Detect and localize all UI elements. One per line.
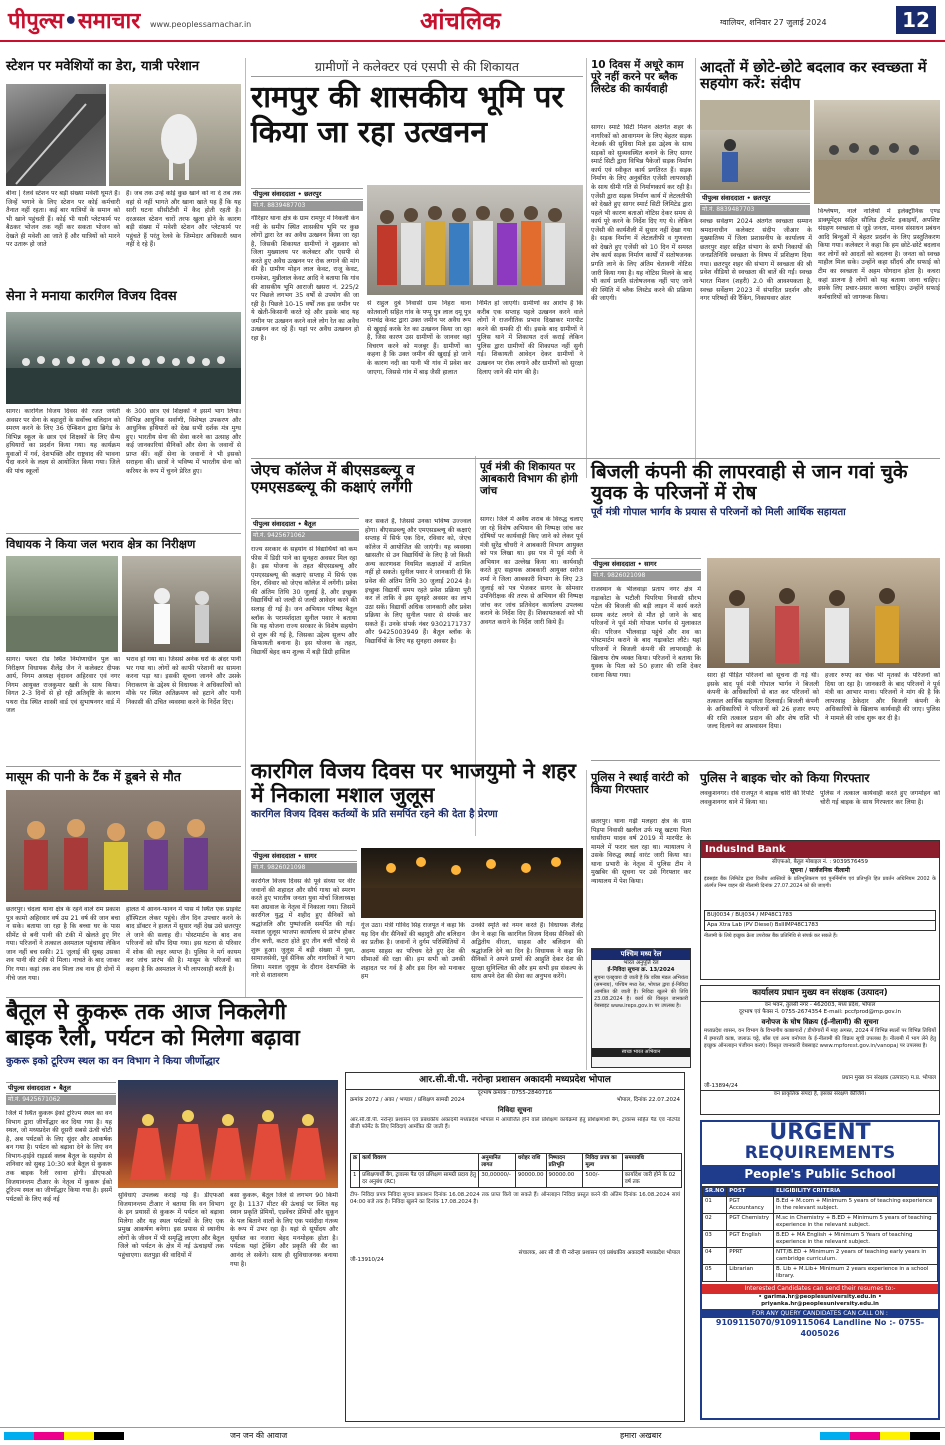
ad-subtitle: भारत अनुपूर्ति रेल bbox=[623, 960, 659, 967]
ad-notice: ई-निविदा सूचना क्र. 13/2024 bbox=[607, 967, 675, 974]
ad-footer: वन प्राकृतिक संपदा है, इसका संरक्षण कीजिये। bbox=[701, 1090, 939, 1098]
headline: कारगिल विजय दिवस पर भाजयुमो ने शहर में निकाला मशाल जुलूस bbox=[251, 759, 577, 807]
ad-row-1: BUJ0034 / BUJ034 / MP48C1783 bbox=[705, 910, 936, 920]
photo-mourning bbox=[6, 790, 241, 902]
story-kargil-sagar bbox=[6, 290, 241, 530]
ad-note: टीप- निविदा प्रपत्र निविदा सूचना प्रकाशन दिनांक 16.08.2024 तक प्राप्त किये जा सकते हैं। ऑनलाइन निविदा प्रस्तुत करने की अंतिम दिनांक 16.08.2024 सायं 04:00 बजे तक है। निविदा खुलने का दिनांक 17.08.2024 है। bbox=[350, 1192, 680, 1206]
col2: हैं। जब तक उन्हें कोई कुछ खाने को ना दे तब तक वहां से नहीं भागते और खाना खाते यह हैं कि यह सारी घटना सीसीटीवी में कैद होती रहती है। दरअसल स्टेशन चारों तरफ खुला होने के कारण बड़ी संख्या में मवेशी स्टेशन और प्लेटफार्म पर पहुंचते हैं परंतु रेलवे के जिम्मेदार अधिकारी ध्यान नहीं दे रहे हैं। bbox=[126, 190, 241, 249]
ad-indusind[interactable] bbox=[700, 840, 940, 980]
ad-ref: जी-13894/24 bbox=[704, 1082, 738, 1089]
body: सागर। जिले में अवैध शराब के विरुद्ध चलाए जा रहे विशेष अभियान की निष्पक्ष जांच कर दोषियों पर कार्यवाही किए जाने को लेकर पूर्व मंत्री सुरेंद्र चौधरी ने आबकारी विभाग आयुक्त को पत्र लिखा था। इस पत्र में पूर्व मंत्री ने अभियान का उल्लेख किया था। कार्यवाही करते हुए सहायक आबकारी आयुक्त सरोज शर्मा ने जिला आबकारी विभाग के लिए 23 जुलाई को पत्र भेजकर सागर के सोमवार उपनिरीक्षक की तरफ से अभियान की निष्पक्ष जांच कर जांच प्रतिवेदन कार्यालय उपलब्ध कराने के निर्देश दिए हैं। शिकायतकर्ता को भी अवगत कराने के निर्देश जारी किये हैं। bbox=[480, 516, 583, 626]
ad-title: पश्चिम मध्य रेल bbox=[592, 949, 690, 960]
byline: पीपुल्स संवाददाता • छतरपुर मो.नं. 8839487703 bbox=[700, 192, 810, 215]
logo-left: पीपुल्स bbox=[8, 9, 64, 34]
byline-name: पीपुल्स संवाददाता bbox=[253, 852, 296, 860]
academy-col-header: अनुमानित लागत bbox=[479, 1154, 515, 1171]
ad-title: सूचना / सार्वजनिक नीलामी bbox=[790, 867, 850, 875]
table-row bbox=[703, 1265, 938, 1282]
ad-foot-3: FOR ANY QUERY CANDIDATES CAN CALL ON : bbox=[702, 1309, 938, 1319]
ad-ref: क्रमांक 2072 / अका / भण्डार / प्रशिक्षण सामग्री 2024 bbox=[350, 1096, 465, 1103]
urgent-col-header: ELIGIBILITY CRITERIA bbox=[773, 1187, 937, 1197]
urgent-cell: PGT Accountancy bbox=[727, 1197, 774, 1214]
table-row bbox=[703, 1197, 938, 1214]
ad-bank: IndusInd Bank bbox=[701, 841, 939, 858]
photo-inspection bbox=[122, 556, 241, 652]
col3: निर्मित हो जाएगी। ग्रामीणों का आरोप है कि करीब एक सप्ताह पहले उत्खनन करने वाले लोगों ने राजनीतिक प्रभाव दिखाकर मारपीट करने की धमकी दी थी। इसके बाद ग्रामीणों ने पुलिस थाने में शिकायत दर्ज कराई लेकिन पुलिस द्वारा ग्रामीणों की शिकायत नहीं सुनी गई। शिकायती आवेदन देकर ग्रामीणों ने उत्खनन पर रोक लगाने और ग्रामीणों को सुरक्षा दिलाए जाने की मांग की है। bbox=[477, 300, 583, 376]
col1: लवकुशनगर। रवि राजपूत ने बाइक चोरी की रिपोर्ट लवकुशनगर थाने में किया था। bbox=[700, 790, 814, 806]
ad-title: आर.सी.वी.पी. नरोन्हा प्रशासन अकादमी मध्यप्रदेश भोपाल bbox=[346, 1073, 684, 1090]
col2: से राहुल दुबे निवासी ग्राम निहरा थाना कोतवाली सहित गांव के पप्पू पुत्र लाल दमू पुत्र रामचंद्र केवट द्वारा उक्त जमीन पर अवैध रूप से खुदाई करके रेत का उत्खनन किया जा रहा है, जिस कारण उस ग्रामीणों के जानवर वहां विचरण करने को मजबूर हैं। ग्रामीणों का कहना है कि उक्त जमीन की खुदाई हो जाने के कारण नदी का पानी भी गांव में प्रवेश कर जाएगा, जिससे गांव में बाढ़ जैसी हालात bbox=[367, 300, 471, 376]
table-row bbox=[703, 1231, 938, 1248]
body: सागर। स्मार्ट सिटी मिशन अंतर्गत शहर के नागरिकों को आवागमन के लिए बेहतर सड़क नेटवर्क की सुविधा मिले इस उद्देश्य के साथ सड़कों को सुव्यवस्थित बनाने के लिए सागर स्मार्ट सिटी द्वारा विभिन्न पैकेजों सड़क निर्माण कार्य एवं स्वीकृत कार्य प्रगतिरत हैं। सड़क निर्माण के लिए अनुबंधित एजेंसी लापरवाही के साथ धीमी गति से निर्माणकार्य कर रही है। एजेंसी द्वारा सड़क निर्माण कार्य में लेटलतीफी को देखते हुए सागर स्मार्ट सिटी लिमिटेड द्वारा पहले भी कारण बताओ नोटिस देकर समय से कार्य पूरे करने के निर्देश दिए गए थे। लेकिन एजेंसी की कार्यशैली में सुधार नहीं देखा गया है। सड़क निर्माण में लेटलतीफी व गुणवत्ता को देखते हुए एजेंसी को 10 दिन में समस्त शेष कार्य सड़क निर्माण कार्यों में सतोषजनक प्रगति लाने के लिए अंतिम चेतावनी नोटिस जारी किया गया है। यह नोटिस मिलने के बाद भी कार्य प्रगति संतोषजनक नहीं पाए जाने की स्थिति में ब्लैक लिस्टेड करने की प्रक्रिया की जाएगी। bbox=[591, 124, 692, 303]
col2: भराव हो गया था। जिससे अनेक घरों के अंदर पानी भर गया था। लोगों को काफी परेशानी का सामना करना पड़ा था। इसकी सूचना जानने और उसके निराकरण के उद्देश्य से विधायक ने अधिकारियों को मौके पर स्थित अतिक्रमण को हटाने और पानी निकासी की उचित व्यवस्था करने के निर्देश दिए। bbox=[126, 656, 241, 706]
academy-cell: प्रशिक्षणार्थी बैग, ट्रावल्स पैड एवं प्रशिक्षण सामग्री प्रदाय हेतु दर अनुबंध (RC) bbox=[360, 1171, 479, 1188]
photo-meeting-1 bbox=[700, 100, 810, 190]
urgent-cell: NTT/B.ED + Minimum 2 years of teaching early years in cambridge curriculum. bbox=[773, 1248, 937, 1265]
academy-cell: 30,00000/- bbox=[479, 1171, 515, 1188]
col3: हजार रुपए का चेक भी मृतकों के परिजनों को दिया जा रहा है। जानकारी के बाद परिजनों ने पूर्व मंत्री का आभार माना। परिजनों ने मांग की है कि लापरवाह ठेकेदार और बिजली कंपनी के अधिकारियों के खिलाफ कार्यवाही की जाए। पुलिस ने मामले की जांच शुरू कर दी है। bbox=[825, 672, 940, 722]
headline: मासूम की पानी के टैंक में डूबने से मौत bbox=[6, 769, 181, 784]
ad-title-2: REQUIREMENTS bbox=[744, 1143, 896, 1163]
urgent-cell: Librarian bbox=[727, 1265, 774, 1282]
urgent-cell: B.Ed + M.com + Minimum 5 years of teaching experience in the relevant subject. bbox=[773, 1197, 937, 1214]
col1: कारगिल विजय दिवस की पूर्व संध्या पर वीर जवानों की शहादत और सौर्य गाथा को स्मरण करते हुए भारतीय जनता युवा मोर्चा जिलाध्यक्ष यश अग्रवाल के नेतृत्व में निकाला गया। जिसमें कारगिल युद्ध में शहीद हुए सैनिकों को श्रद्धांजलि और पुष्पांजलि समर्पित की गई। मशाल जुलूस भाजपा कार्यालय से प्रारंभ होकर तीन बत्ती, कटरा होते हुए तीन बत्ती चौराहे से शुरू हुआ। जुलूस में बड़ी संख्या में युवा, सामाजसेवी, पूर्व सैनिक और नागरिकों ने भाग लिया। मशाल जुलूस के दौरान देशभक्ति के नारे से वातावरण bbox=[251, 878, 355, 980]
col1: सागर। पथरा रोड स्थित निर्माणाधीन पुल का निरीक्षण विधायक शैलेंद्र जैन ने कलेक्टर दीपक आर्य, निगम अध्यक्ष वृंदावन अहिरवार एवं नगर निगम आयुक्त राजकुमार खत्री के साथ किया। विगत 2-3 दिनों से हो रही अतिवृष्टि के कारण पथरा रोड स्थित शास्त्री वार्ड एवं सुभाषनगर वार्ड में जल bbox=[6, 656, 120, 715]
mobile: मो.नं. 9425671062 bbox=[6, 1095, 116, 1105]
col1: राज्य सरकार के सहयोग से विद्यार्थियों को कम फीस में डिग्री पाने का सुनहरा अवसर मिल रहा है। इस योजना के तहत बीएसडब्ल्यू और एमएसडब्ल्यू की कक्षाएं सप्ताह में सिर्फ एक दिन, रविवार को जेएच कॉलेज में लगेंगी। प्रवेश की अंतिम तिथि 30 जुलाई है, और इच्छुक विद्यार्थियों को जल्दी से जल्दी आवेदन करने की सलाह दी गई है। जन अभियान परिषद बैतूल ब्लॉक के परामर्शदाता सुनील पवार ने बताया कि यह योजना राज्य सरकार के विशेष सहयोग से शुरू की गई है, जिसका उद्देश्य सुलभ और किफायती बनाना है। इस योजना के तहत, विद्यार्थी बेहद कम शुल्क में बड़ी डिग्री हासिल bbox=[251, 546, 357, 656]
ad-school: People's Public School bbox=[702, 1165, 938, 1185]
kicker: ग्रामीणों ने कलेक्टर एवं एसपी से की शिकायत bbox=[251, 60, 583, 77]
byline: पीपुल्स संवाददाता • सागर मो.नं. 9826021098 bbox=[251, 850, 357, 873]
story-bike bbox=[6, 1000, 338, 1420]
headline: पूर्व मंत्री की शिकायत पर आबकारी विभाग की होगी जांच bbox=[480, 461, 578, 497]
photo-family bbox=[707, 558, 940, 668]
academy-col-header: कार्य विवरण bbox=[360, 1154, 479, 1171]
ad-foot-4[interactable]: 9109115070/9109115064 Landline No :- 0755-4005026 bbox=[715, 1318, 925, 1338]
byline-name: पीपुल्स संवाददाता bbox=[8, 1084, 51, 1092]
academy-col-header: क्र bbox=[351, 1154, 360, 1171]
academy-col-header: समयावधि bbox=[622, 1154, 681, 1171]
byline-place: बैतूल bbox=[304, 520, 316, 528]
mobile: मो.नं. 8839487703 bbox=[700, 205, 810, 215]
mobile: मो.नं. 9826021098 bbox=[591, 571, 701, 581]
ad-row-2: Apa Xtra Lab (PV Diesel) BsIIIMP48C1783 bbox=[705, 920, 936, 930]
col2: के 300 छात्र एवं शिक्षकों ने इसमें भाग लिया। विभिन्न आधुनिक सर्वाणी, विशेषज्ञ उपकरण और आधुनिक हथियारों को देख सभी दर्शक मंत्र मुग्ध हुए। भारतीय सेना की सेवा करने का उत्साह और कई जानकारियां सैनिकों और सेना के जवानों से प्राप्त कीं। वहीं सेना के जवानों ने भी इसको सराहना की। छात्रों ने भविष्य में भारतीय सेना को करियर के रूप में चुनने प्रेरित हुए। bbox=[126, 408, 241, 475]
urgent-cell: M.sc in Chemistry + B.ED + Minimum 5 years of teaching experience in the relevant subject. bbox=[773, 1214, 937, 1231]
headline: बैतूल से कुकरू तक आज निकलेगी बाइक रैली, पर्यटन को मिलेगा बढ़ावा bbox=[6, 1000, 300, 1052]
byline-place: छतरपुर bbox=[753, 194, 771, 202]
col1: छतरपुर। चंदला थाना क्षेत्र के रहने वाले राम प्रकाश पुत्र कामो अहिरवार वर्ष उम्र 21 वर्ष की जान बचा न सके। बताया जा रहा है कि बच्चा घर के पास सीमेंट से बनी पानी की टंकी में खेलते हुए गिर गया। परिजनों ने तत्काल अस्पताल पहुंचाया लेकिन जान नहीं बच सकी। 21 जुलाई की सुबह उसका शव पानी की टंकी से मिला। नाचते के बाद जाकर गिर गया। कहां तक शव मिला तब नाथ ही दोनों में नीचे जल गया। bbox=[6, 906, 120, 982]
story-college bbox=[251, 462, 471, 757]
ad-code: जी-13910/24 bbox=[350, 1257, 384, 1264]
urgent-col-header: SR.NO bbox=[703, 1187, 727, 1197]
ad-footer: नीलामी के लिये इच्छुक क्रेता उपरोक्त बैंक प्रतिनिधि से संपर्क कर सकते हैं। bbox=[704, 932, 838, 939]
body: छतरपुर। थाना गढ़ी मलहरा क्षेत्र के ग्राम पिड़पा निवासी खलील उर्फ मन्नू खटया पिता घासीराम यादव वर्ष 2019 में मारपीट के मामले में फरार चल रहा था। न्यायालय ने उसके विरुद्ध स्थाई वारंट जारी किया था। थाना प्रभारी के नेतृत्व में पुलिस टीम ने मुखबिर की सूचना पर उसे गिरफ्तार कर न्यायालय में पेश किया। bbox=[591, 818, 691, 885]
photo-dancers bbox=[118, 1080, 338, 1188]
byline-name: पीपुल्स संवाददाता bbox=[253, 520, 296, 528]
academy-cell: 1 bbox=[351, 1171, 360, 1188]
ad-table bbox=[702, 1186, 938, 1282]
col2: कर सकते हैं, जिससे उनका भविष्य उज्ज्वल होगा। बीएसडब्ल्यू और एमएसडब्ल्यू की कक्षाएं सप्ताह में सिर्फ एक दिन, रविवार को, जेएच कॉलेज में आयोजित की जाएंगी। यह व्यवस्था खासतौर से उन विद्यार्थियों के लिए है जो किसी अन्य कारणवश नियमित कक्षाओं में शामिल नहीं हो सकते। सुनील पवार ने जानकारी दी कि प्रवेश की अंतिम तिथि 30 जुलाई 2024 है। इच्छुक विद्यार्थी समय रहते प्रवेश प्रक्रिया पूरी कर लें ताकि वे इस सुनहरे अवसर का लाभ उठा सकें। विद्यार्थी अधिक जानकारी और प्रवेश प्रक्रिया के लिए सुनील पवार से संपर्क कर सकते हैं। उनके संपर्क नंबर 9302171737 और 9425003949 हैं। बैतूल ब्लॉक के विद्यार्थियों के लिए यह सुनहरा अवसर है। bbox=[365, 518, 471, 645]
dateline: ग्वालियर, शनिवार 27 जुलाई 2024 bbox=[720, 18, 827, 27]
ad-subject: वनोपज के घोष विक्रय (ई-नीलामी) की सूचना bbox=[761, 1018, 879, 1027]
col1: राजस्थान के भीलवाड़ा प्रताप नगर क्षेत्र में गढ़ाकोटा के भटौली पिपरिया निवासी सौरभ पटेल की बिजली की बड़ी लाइन में कार्य करते समय करंट लगने से मौत हो जाने के बाद परिजनों ने पूर्व मंत्री गोपाल भार्गव से मुलाकात की। परिजन भीलवाड़ा पहुंचे और शव का पोस्टमार्टम कराने के बाद गढ़ाकोटा लौटे। यहां परिजनों ने बिजली कंपनी की लापरवाही के खिलाफ रोष व्यक्त किया। परिजनों ने बताया कि युवक के पिता को 50 हजार की राशि देकर रवाना किया गया। bbox=[591, 586, 701, 679]
ad-table bbox=[350, 1153, 682, 1188]
academy-cell: 500/- bbox=[583, 1171, 622, 1188]
ad-urgent[interactable] bbox=[700, 1120, 940, 1420]
urgent-cell: PGT English bbox=[727, 1231, 774, 1248]
urgent-cell: 02 bbox=[703, 1214, 727, 1231]
headline: सेना ने मनाया कारगिल विजय दिवस bbox=[6, 289, 177, 304]
col2: गूंज उठा। मंत्री गोविंद सिंह राजपूत ने कहा कि यह दिन वीर सैनिकों की बहादुरी और बलिदान का प्रतीक है। जवानों ने दुर्गम परिस्थितियों में अदम्य साहस का परिचय देते हुए देश की सीमाओं की रक्षा की। हम सभी को उनकी शहादत पर गर्व है और इस दिन को मनाकर हम bbox=[361, 922, 465, 981]
deck: पूर्व मंत्री गोपाल भार्गव के प्रयास से परिजनों को मिली आर्थिक सहायता bbox=[591, 506, 846, 518]
mobile: मो.नं. 8839487703 bbox=[251, 201, 363, 211]
col3: उनकी स्मृति को नमन करते हैं। विधायक शैलेंद्र जैन ने कहा कि कारगिल विजय दिवस सैनिकों की अद्वितीय वीरता, साहस और बलिदान की श्रद्धांजलि देने का दिन है। विधायक ने कहा कि सैनिकों ने अपने प्राणों की आहुति देकर देश की सुरक्षा सुनिश्चित की और हम सभी इस संकल्प के साथ अपने देश की सेवा का अनुभव करेंगे। bbox=[471, 922, 583, 981]
urgent-cell: 04 bbox=[703, 1248, 727, 1265]
deck: कुकरू इको टूरिज्म स्थल का वन विभाग ने किया जीर्णोद्धार bbox=[6, 1055, 220, 1067]
byline-place: सागर bbox=[644, 560, 657, 568]
story-road bbox=[591, 60, 692, 455]
col1: जिले में स्थित कुकरू ईको टूरिज्म स्थल का वन विभाग द्वारा जीर्णोद्धार कर दिया गया है। यह स्थल, जो मध्यप्रदेश की दूसरी सबसे ऊंची चोटी है, अब पर्यटकों के लिए सुंदर और आकर्षक बन गया है। पर्यटन को बढ़ावा देने के लिए वन विभाग-हाईवे राइडर्स क्लब बैतूल के सहयोग से शनिवार को सुबह 10:30 बजे बैतूल से कुकरू तक बाइक रैली रवाना होगी। डीएफओ विजयानन्तम टीआर के नेतृत्व में कुकरू ईको टूरिज्म स्थल का जीर्णोद्धार किया गया है। इसमें पर्यटकों के लिए कई नई bbox=[6, 1110, 112, 1203]
headline: विधायक ने किया जल भराव क्षेत्र का निरीक्षण bbox=[6, 537, 196, 551]
ad-phone: दूरभाष क्रमांक : 0755-2840716 bbox=[477, 1089, 553, 1096]
col2: हालत में आनन-फानन में पास में स्थित एक प्राइवेट हॉस्पिटल लेकर पहुंचे। तीन दिन उपचार करने के बाद डॉक्टर ने हालत में सुधार नहीं देख उसे छतरपुर ले जाने की सलाह दी। पोस्टमार्टम के बाद शव परिजनों को सौंप दिया गया। इस घटना से परिवार में शोक की लहर व्याप्त है। पुलिस ने मर्ग कायम कर जांच प्रारंभ की है। मासूम के परिजनों का कहना है कि अस्पताल ने भी लापरवाही बरती है। bbox=[126, 906, 241, 973]
page-number: 12 bbox=[896, 6, 936, 34]
ad-body: इंडसइंड बैंक लिमिटेड द्वारा वित्तीय आस्तियों के प्रतिभूतिकरण एवं पुनर्निर्माण एवं प्रतिभूति हित प्रवर्तन अधिनियम 2002 के अंतर्गत निम्न वाहन की नीलामी दिनांक 27.07.2024 को की जाएगी। bbox=[704, 875, 936, 889]
urgent-cell: 03 bbox=[703, 1231, 727, 1248]
ad-address: सीएफओ, बैतूल मोबाइल नं. : 9039576459 bbox=[772, 859, 868, 865]
ad-date: भोपाल, दिनांक 22.07.2024 bbox=[616, 1096, 680, 1103]
photo-meeting-2 bbox=[814, 100, 940, 204]
ad-foot-1: Interested Candidates can send their resumes to:- bbox=[702, 1284, 938, 1294]
mobile: मो.नं. 9826021098 bbox=[251, 863, 357, 873]
story-adat bbox=[700, 60, 940, 455]
urgent-col-header: POST bbox=[727, 1187, 774, 1197]
logo[interactable]: पीपुल्स•समाचार bbox=[8, 9, 141, 34]
byline-name: पीपुल्स संवाददाता bbox=[593, 560, 636, 568]
footer-right: हमारा अखबार bbox=[620, 1431, 662, 1440]
ad-table bbox=[704, 910, 936, 931]
byline: पीपुल्स संवाददाता • बैतूल मो.नं. 9425671062 bbox=[6, 1082, 116, 1105]
ad-foot-2[interactable]: • garima.hr@peoplesuniversity.edu.in • priyanka.hr@peoplesuniversity.edu.in bbox=[758, 1294, 882, 1308]
academy-col-header: धरोहर राशि bbox=[515, 1154, 546, 1171]
logo-right: समाचार bbox=[77, 9, 141, 34]
story-rampur bbox=[251, 60, 583, 455]
ad-title: कार्यालय प्रधान मुख्य वन संरक्षक (उत्पादन) bbox=[701, 986, 939, 1002]
urgent-cell: PPRT bbox=[727, 1248, 774, 1265]
headline: बिजली कंपनी की लापरवाही से जान गवां चुके युवक के परिजनों में रोष bbox=[591, 461, 908, 505]
headline: पुलिस ने बाइक चोर को किया गिरफ्तार bbox=[700, 771, 870, 785]
byline-place: सागर bbox=[304, 852, 317, 860]
ad-address: वन भवन, तुलसी नगर - 462003, मध्य प्रदेश, भोपाल bbox=[764, 1002, 876, 1009]
footer bbox=[0, 1427, 945, 1445]
ad-body: मध्यप्रदेश शासन, वन विभाग के विभागीय काष्ठागारों / डीपोगारों में माह अगस्त, 2024 में विभिन्न स्थलों पर विभिन्न तिथियों में इमारती काष्ठ, जलाऊ चट्टे, बाँस एवं अन्य वनोपज के ई-नीलामी की विक्रय सूची उपलब्ध है। नीलामी में भाग लेने हेतु इच्छुक ऑनलाइन पंजीयन कराएं। विस्तृत जानकारी वेबसाइट www.mpforest.gov.in/vanopaj पर उपलब्ध है। bbox=[704, 1028, 936, 1049]
footer-left: जन जन की आवाज bbox=[230, 1431, 288, 1440]
urgent-cell: PGT Chemistry bbox=[727, 1214, 774, 1231]
deck: कारगिल विजय दिवस कर्तव्यों के प्रति समर्पित रहने की देता है प्रेरणा bbox=[251, 809, 498, 821]
ad-title: URGENT bbox=[769, 1120, 871, 1145]
headline: आदतों में छोटे-छोटे बदलाव कर स्वच्छता में सहयोग करें: संदीप bbox=[700, 60, 927, 93]
col1: सागर। कारगिल विजय दिवस की रजत जयंती अवसर पर सेना के बहादुरों के सर्वोच्च बलिदान को स्मरण करने के लिए 36 ऐम्बिशन द्वारा ब्रिगेड के विभिन्न स्कूल के छात्र एवं शिक्षकों के लिए सैन्य हथियारों का प्रदर्शन किया गया। यह कार्यक्रम युवाओं में गर्व, देशभक्ति और राष्ट्रवाद की भावना पैदा करने के लक्ष्य से आयोजित किया गया। जिले की पांच स्कूलों bbox=[6, 408, 120, 475]
ad-footer: स्वच्छ भारत अभियान bbox=[592, 1048, 690, 1057]
ad-intro: आर.सी.वी.पी. नरोन्हा प्रशासन एवं प्रबंधकीय अकादमी मध्यप्रदेश भोपाल में आयोजित होने वाले प्रशिक्षण कार्यक्रमों हेतु प्रशिक्षणार्थी बैग, ट्रावल्स सहित पैड एवं नोटपेड बीजी फॉर्मेट के लिए निविदाएं आमंत्रित की जाती हैं। bbox=[350, 1117, 680, 1131]
ad-subject: निविदा सूचना bbox=[497, 1105, 533, 1114]
urgent-cell: B. Lib + M.Lib+ Minimum 2 years experience in a school library. bbox=[773, 1265, 937, 1282]
byline-place: छतरपुर bbox=[304, 190, 322, 198]
headline: जेएच कॉलेज में बीएसडब्ल्यू व एमएसडब्ल्यू की कक्षाएं लगेंगी bbox=[251, 461, 415, 496]
ad-body: सूचना एतद्द्वारा दी जाती है कि वरिष्ठ मंडल अभियंता (समन्वय), पश्चिम मध्य रेल, भोपाल द्वारा ई-निविदा आमंत्रित की जाती है। निविदा खुलने की तिथि 23.08.2024 है। कार्य की विस्तृत जानकारी वेबसाइट www.ireps.gov.in पर उपलब्ध है। bbox=[594, 975, 688, 1009]
academy-cell: 90000.00 bbox=[515, 1171, 546, 1188]
byline-place: बैतूल bbox=[59, 1084, 71, 1092]
photo-waterlog bbox=[6, 556, 118, 652]
byline: पीपुल्स संवाददाता • बैतूल मो.नं. 9425671062 bbox=[251, 518, 359, 541]
col2: विश्लेषण, नाले नालियों में इलेक्ट्रॉनिक एण्ड डाक्यूमेंट्स सहित सौलिड ट्रीटमेंट इकाइयाँ, अपशिष्ट संग्रहण स्वच्छता से जुड़े जनता, मानव संसाधन प्रबंधन आदि बिन्दुओं में बेहतर प्रदर्शन के लिए प्रस्तुतिकरण किया गया। कलेक्टर ने कहा कि हम छोटे-छोटे बदलाव कर लोगों को आदतों को बदलना है। जनता को स्वच्छ माहौल मिल सके। उन्होंने कहा सौंदर्य और सफाई को टीम का स्वच्छता में अहम योगदान होता है। कचरा कहां डालना है लोगों को यह बताया जाना चाहिए। इसके लिए प्रचार-प्रसार करना चाहिए। उन्होंने सफाई कर्मचारियों को जागरूक किया। bbox=[818, 208, 940, 301]
photo-cattle bbox=[109, 84, 241, 186]
story-mashal bbox=[251, 760, 583, 998]
academy-col-header: निविदा प्रपत्र का मूल्य bbox=[583, 1154, 622, 1171]
section-title: आंचलिक bbox=[420, 7, 501, 35]
urgent-cell: B.ED + MA English + Minimum 5 Years of teaching experience in the relevant subject. bbox=[773, 1231, 937, 1248]
ad-sign: संचालक, आर सी वी पी नरोन्हा प्रशासन एवं प्रबंधकीय अकादमी मध्यप्रदेश भोपाल bbox=[518, 1250, 680, 1257]
urgent-cell: 05 bbox=[703, 1265, 727, 1282]
headline: स्टेशन पर मवेशियों का डेरा, यात्री परेशान bbox=[6, 59, 200, 74]
table-row bbox=[703, 1248, 938, 1265]
byline: पीपुल्स संवाददाता • सागर मो.नं. 9826021098 bbox=[591, 558, 701, 581]
story-chor bbox=[700, 772, 940, 834]
color-bar-left bbox=[4, 1432, 124, 1440]
col1: स्वच्छ सर्वेक्षण 2024 अंतर्गत स्वच्छता सम्मान श्रमदानाधीन कलेक्टर संदीप जीआर के मुख्यातिथ्य में जिला प्रशासनीय के कार्यालय में छतरपुर शहर सहित संभाग के सभी निकायों की जनप्रतिनिधि स्वच्छता के विषय में प्रशिक्षण दिया गया। छतरपुर शहर की संभाग में स्वच्छता की श्री प्रवेश वीडियो से स्वच्छता की बातें की गईं। स्वच्छ भारत मिशन (शहरी) 2.0 की आवश्यकता है, स्वच्छ सर्वेक्षण 2023 में संपादित प्रदर्शन और नगर परिषदों की रैंकिंग, निकायवार अंतर bbox=[700, 218, 812, 303]
story-electric bbox=[591, 462, 940, 757]
academy-cell: कार्यादेश जारी होने के 02 वर्ष तक bbox=[622, 1171, 681, 1188]
table-row bbox=[703, 1214, 938, 1231]
headline: पुलिस ने स्थाई वारंटी को किया गिरफ्तार bbox=[591, 771, 689, 797]
academy-cell: 90000.00 bbox=[546, 1171, 583, 1188]
site-url[interactable]: www.peoplessamachar.in bbox=[150, 20, 252, 29]
story-drown bbox=[6, 770, 241, 995]
photo-mashal bbox=[361, 848, 583, 918]
masthead bbox=[0, 0, 945, 42]
col1: गौरिहार थाना क्षेत्र के ग्राम रामपुर में निकली केन नदी के समीप स्थित शासकीय भूमि पर कुछ लोगों द्वारा रेत का अवैध उत्खनन किया जा रहा है, जिसकी शिकायत ग्रामीणों ने शुक्रवार को जिला मुख्यालय पर कलेक्टर और एसपी से करते हुए अवैध उत्खनन पर रोक लगाने की मांग की है। ग्रामीण मोहन लाल केवट, राजू केवट, रामकेश, मुन्नीलाल केवट आदि ने बताया कि गांव की शासकीय भूमि आराजी खसरा नं. 225/2 पर पिछले लगभग 35 वर्षों से उपयोग की जा रही है। पिछले 10-15 वर्षों तक इस जमीन पर ये खेती-किसानी करते रहे और इसके बाद यह जमीन पर उत्खनन करने वाले लोग रेत का अवैध उत्खनन कर रहे हैं। यहां पर अवैध उत्खनन हो रहा है। bbox=[251, 215, 359, 342]
story-mla bbox=[6, 538, 241, 763]
headline: रामपुर की शासकीय भूमि पर किया जा रहा उत्खनन bbox=[251, 80, 564, 150]
col2: पुलिस ने तत्काल कार्यवाही करते हुए जगमोहन को चोरी गई बाइक के साथ गिरफ्तार कर लिया है। bbox=[820, 790, 940, 806]
col2: सुविधाएं उपलब्ध कराई गई हैं। डीएफओ विजयानन्तम टीआर ने बताया कि वन विभाग के इन प्रयासों से कुकरू में पर्यटन को बढ़ावा मिलेगा और यह स्थल पर्यटकों के लिए एक प्रमुख आकर्षण बनेगा। इस प्रयास से स्थानीय लोगों के जीवन में भी समृद्धि लाएगा और बैतूल जिले को पर्यटन के क्षेत्र में नई ऊंचाइयों तक पहुंचाएगा। सतपुड़ा की वादियों में bbox=[118, 1192, 224, 1259]
headline: 10 दिवस में अधूरे काम पूरे नहीं करने पर ब्लैक लिस्टेड की कार्यवाही bbox=[591, 59, 684, 95]
story-warrant bbox=[591, 772, 691, 942]
photo-students bbox=[6, 312, 241, 404]
ad-phone: दूरभाष एवं फैक्स नं. 0755-2674354 E-mail: pccfprod@mp.gov.in bbox=[738, 1009, 902, 1016]
ad-railway[interactable] bbox=[591, 948, 691, 1068]
byline: पीपुल्स संवाददाता • छतरपुर मो.नं. 8839487703 bbox=[251, 188, 363, 211]
col1: बीना | रेलवे स्टेशन पर बड़ी संख्या मवेशी घूमते हैं। जिन्हें भगाने के लिए स्टेशन पर कोई कर्मचारी तैनात नहीं रहता। कई बार यात्रियों के समान को भी खाने पहुंचती हैं। कोई भी यात्री प्लेटफार्म पर बैठकर भोजन तक नहीं कर सकता भोजन को देखते ही मवेशी आ जाते हैं और यात्रियों को मारने पर उतारू हो जाते bbox=[6, 190, 120, 249]
photo-escalator bbox=[6, 84, 106, 186]
byline-name: पीपुल्स संवाददाता bbox=[702, 194, 745, 202]
photo-villagers bbox=[367, 185, 583, 295]
urgent-cell: 01 bbox=[703, 1197, 727, 1214]
ad-forest[interactable] bbox=[700, 985, 940, 1115]
mobile: मो.नं. 9425671062 bbox=[251, 531, 359, 541]
ad-sign: प्रधान मुख्य वन संरक्षक (उत्पादन) म.प्र. भोपाल bbox=[841, 1075, 936, 1082]
story-excise bbox=[480, 462, 583, 757]
story-station bbox=[6, 60, 241, 278]
color-bar-right bbox=[820, 1432, 940, 1440]
byline-name: पीपुल्स संवाददाता bbox=[253, 190, 296, 198]
col2: सारा ही पीड़ित परिजनों को सूचना दी गई थी। इसके बाद पूर्व मंत्री गोपाल भार्गव ने बिजली कंपनी के अधिकारियों से बात कर परिजनों को तत्काल आर्थिक सहायता दिलवाई। बिजली कंपनी के अधिकारियों ने परिजनों को 26 हजार रुपए की राशि तत्काल प्रदान की और शेष राशि भी जल्द दिलाने का आश्वासन दिया। bbox=[707, 672, 819, 731]
col3: बसा कुकरू, बैतूल जिले से लगभग 90 किमी दूर है। 1137 मीटर की ऊंचाई पर स्थित यह स्थान प्रकृति प्रेमियों, एडवेंचर प्रेमियों और सुकून के पल बिताने वालों के लिए एक पसंदीदा गंतव्य के रूप में उभर रहा है। यहां से सूर्योदय और सूर्यास्त का नजारा बेहद मनमोहक होता है। पर्यटक यहां ट्रेकिंग और प्रकृति की सैर का आनंद ले सकेंगे। साथ ही सुविधाजनक बनाया गया है। bbox=[230, 1192, 338, 1268]
academy-col-header: निष्पादन प्रतिभूति bbox=[546, 1154, 583, 1171]
ad-academy[interactable] bbox=[345, 1072, 685, 1422]
